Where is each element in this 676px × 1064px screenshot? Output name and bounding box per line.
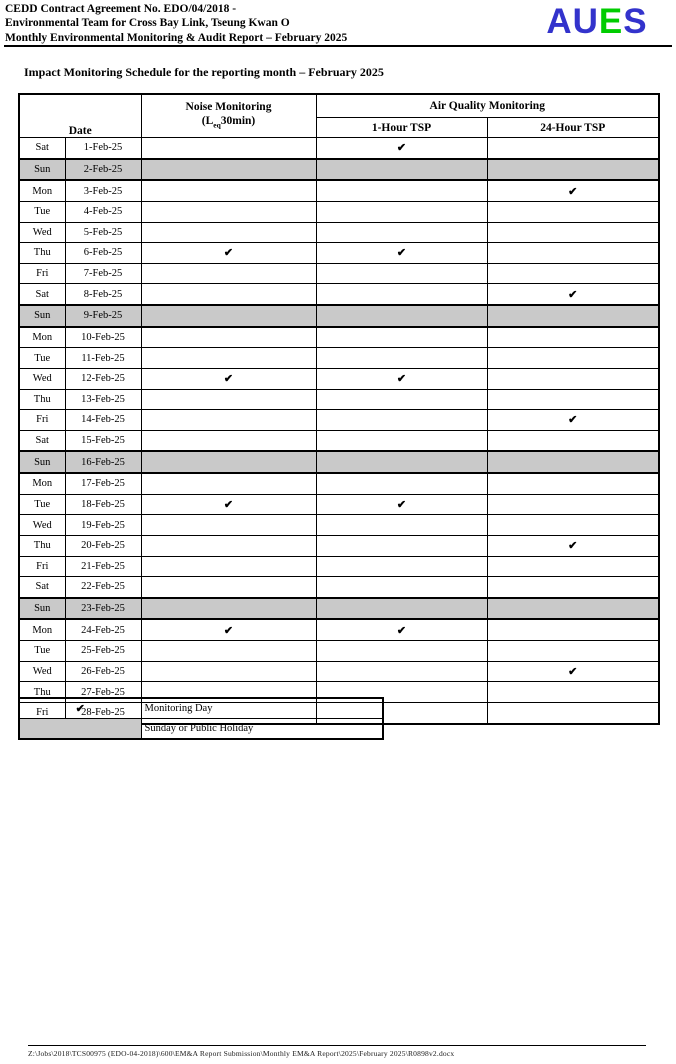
tsp-24h-check-cell: ✔ bbox=[487, 535, 659, 556]
footer-file-path: Z:\Jobs\2018\TCS00975 (EDO-04-2018)\600\EM&A Report Submission\Monthly EM&A Report\2025\February 2025\R0898v2.docx bbox=[28, 1049, 455, 1058]
tsp-1h-check-cell bbox=[316, 451, 487, 473]
logo-letter: S bbox=[623, 2, 648, 41]
table-row bbox=[19, 577, 659, 598]
tsp-1h-check-cell bbox=[316, 222, 487, 243]
tsp-1h-check-cell: ✔ bbox=[316, 619, 487, 640]
noise-check-cell bbox=[141, 515, 316, 536]
tsp-1h-check-cell bbox=[316, 410, 487, 431]
day-cell: Mon bbox=[19, 180, 65, 201]
tsp-24h-check-cell bbox=[487, 138, 659, 159]
table-row bbox=[19, 284, 659, 305]
table-row bbox=[19, 348, 659, 369]
tsp-1h-check-cell: ✔ bbox=[316, 243, 487, 264]
day-cell: Sat bbox=[19, 138, 65, 159]
tsp-1h-check-cell bbox=[316, 159, 487, 181]
day-cell: Sun bbox=[19, 305, 65, 327]
noise-check-cell bbox=[141, 389, 316, 410]
day-cell: Sat bbox=[19, 430, 65, 451]
date-cell: 21-Feb-25 bbox=[65, 556, 141, 577]
noise-check-cell bbox=[141, 159, 316, 181]
tsp-24h-check-cell bbox=[487, 222, 659, 243]
tsp-24h-check-cell bbox=[487, 515, 659, 536]
table-row bbox=[19, 535, 659, 556]
day-cell: Wed bbox=[19, 661, 65, 682]
date-cell: 20-Feb-25 bbox=[65, 535, 141, 556]
legend-holiday-label: Sunday or Public Holiday bbox=[141, 719, 383, 740]
day-cell: Fri bbox=[19, 556, 65, 577]
day-cell: Tue bbox=[19, 494, 65, 515]
tsp-24h-check-cell: ✔ bbox=[487, 284, 659, 305]
day-cell: Sun bbox=[19, 159, 65, 181]
day-cell: Thu bbox=[19, 682, 65, 703]
tsp-24h-check-cell bbox=[487, 159, 659, 181]
date-cell: 4-Feb-25 bbox=[65, 201, 141, 222]
header-divider bbox=[4, 45, 672, 47]
legend-row-holiday bbox=[19, 719, 383, 740]
day-cell: Mon bbox=[19, 619, 65, 640]
tsp-24h-check-cell bbox=[487, 682, 659, 703]
tsp-1h-check-cell bbox=[316, 661, 487, 682]
date-cell: 25-Feb-25 bbox=[65, 641, 141, 662]
day-cell: Sun bbox=[19, 598, 65, 620]
tsp-24h-check-cell bbox=[487, 494, 659, 515]
table-row bbox=[19, 201, 659, 222]
day-cell: Fri bbox=[19, 410, 65, 431]
table-row bbox=[19, 327, 659, 348]
noise-check-cell: ✔ bbox=[141, 619, 316, 640]
noise-check-cell bbox=[141, 348, 316, 369]
table-row bbox=[19, 180, 659, 201]
tsp-1h-check-cell: ✔ bbox=[316, 138, 487, 159]
table-row bbox=[19, 263, 659, 284]
day-cell: Thu bbox=[19, 535, 65, 556]
day-cell: Wed bbox=[19, 515, 65, 536]
noise-check-cell bbox=[141, 473, 316, 494]
date-cell: 2-Feb-25 bbox=[65, 159, 141, 181]
date-cell: 27-Feb-25 bbox=[65, 682, 141, 703]
date-cell: 18-Feb-25 bbox=[65, 494, 141, 515]
date-cell: 16-Feb-25 bbox=[65, 451, 141, 473]
col-header-noise bbox=[141, 94, 316, 138]
tsp-1h-check-cell bbox=[316, 641, 487, 662]
table-row bbox=[19, 410, 659, 431]
day-cell: Sat bbox=[19, 577, 65, 598]
date-cell: 28-Feb-25 bbox=[65, 702, 141, 723]
tsp-24h-check-cell bbox=[487, 368, 659, 389]
tsp-24h-check-cell bbox=[487, 327, 659, 348]
day-cell: Sun bbox=[19, 451, 65, 473]
date-cell: 8-Feb-25 bbox=[65, 284, 141, 305]
tsp-24h-check-cell bbox=[487, 598, 659, 620]
tsp-24h-check-cell bbox=[487, 263, 659, 284]
tsp-1h-check-cell: ✔ bbox=[316, 368, 487, 389]
col-header-air-quality: Air Quality Monitoring bbox=[316, 94, 659, 118]
tsp-24h-check-cell: ✔ bbox=[487, 661, 659, 682]
legend-row-monitoring bbox=[19, 698, 383, 719]
date-cell: 23-Feb-25 bbox=[65, 598, 141, 620]
table-row bbox=[19, 661, 659, 682]
tsp-24h-check-cell bbox=[487, 389, 659, 410]
tsp-24h-check-cell bbox=[487, 201, 659, 222]
date-cell: 17-Feb-25 bbox=[65, 473, 141, 494]
noise-header-line1: Noise Monitoring bbox=[185, 100, 272, 113]
col-header-date: Date bbox=[19, 94, 141, 138]
tsp-24h-check-cell bbox=[487, 619, 659, 640]
tsp-1h-check-cell bbox=[316, 556, 487, 577]
table-row bbox=[19, 222, 659, 243]
date-cell: 26-Feb-25 bbox=[65, 661, 141, 682]
noise-check-cell bbox=[141, 327, 316, 348]
table-row bbox=[19, 305, 659, 327]
date-cell: 5-Feb-25 bbox=[65, 222, 141, 243]
tsp-24h-check-cell bbox=[487, 430, 659, 451]
noise-check-cell bbox=[141, 305, 316, 327]
logo-letter: U bbox=[572, 2, 599, 41]
table-row bbox=[19, 515, 659, 536]
table-row bbox=[19, 641, 659, 662]
tsp-24h-check-cell: ✔ bbox=[487, 410, 659, 431]
legend-check-symbol: ✔ bbox=[19, 698, 141, 719]
tsp-24h-check-cell bbox=[487, 577, 659, 598]
day-cell: Thu bbox=[19, 243, 65, 264]
tsp-24h-check-cell bbox=[487, 702, 659, 723]
noise-check-cell bbox=[141, 138, 316, 159]
day-cell: Fri bbox=[19, 702, 65, 723]
noise-check-cell bbox=[141, 641, 316, 662]
day-cell: Wed bbox=[19, 368, 65, 389]
monitoring-schedule-table bbox=[18, 93, 660, 725]
noise-check-cell bbox=[141, 556, 316, 577]
tsp-24h-check-cell bbox=[487, 451, 659, 473]
legend-holiday-swatch bbox=[19, 719, 141, 740]
table-row bbox=[19, 243, 659, 264]
noise-check-cell bbox=[141, 577, 316, 598]
logo-letter: E bbox=[598, 2, 624, 41]
tsp-24h-check-cell bbox=[487, 348, 659, 369]
date-cell: 11-Feb-25 bbox=[65, 348, 141, 369]
date-cell: 19-Feb-25 bbox=[65, 515, 141, 536]
table-row bbox=[19, 619, 659, 640]
tsp-24h-check-cell bbox=[487, 556, 659, 577]
tsp-1h-check-cell bbox=[316, 284, 487, 305]
noise-check-cell bbox=[141, 180, 316, 201]
tsp-1h-check-cell bbox=[316, 180, 487, 201]
day-cell: Fri bbox=[19, 263, 65, 284]
aues-logo bbox=[536, 1, 658, 43]
tsp-1h-check-cell bbox=[316, 201, 487, 222]
tsp-1h-check-cell bbox=[316, 389, 487, 410]
day-cell: Tue bbox=[19, 348, 65, 369]
date-cell: 9-Feb-25 bbox=[65, 305, 141, 327]
table-row bbox=[19, 451, 659, 473]
noise-check-cell bbox=[141, 451, 316, 473]
legend-monitoring-label: Monitoring Day bbox=[141, 698, 383, 719]
day-cell: Tue bbox=[19, 201, 65, 222]
day-cell: Mon bbox=[19, 327, 65, 348]
noise-check-cell bbox=[141, 598, 316, 620]
day-cell: Wed bbox=[19, 222, 65, 243]
tsp-1h-check-cell bbox=[316, 515, 487, 536]
tsp-1h-check-cell bbox=[316, 263, 487, 284]
table-row bbox=[19, 430, 659, 451]
logo-letter: A bbox=[546, 2, 573, 41]
tsp-24h-check-cell bbox=[487, 473, 659, 494]
tsp-24h-check-cell bbox=[487, 243, 659, 264]
day-cell: Thu bbox=[19, 389, 65, 410]
tsp-1h-check-cell bbox=[316, 473, 487, 494]
page-title: Impact Monitoring Schedule for the reporting month – February 2025 bbox=[24, 65, 384, 79]
tsp-1h-check-cell bbox=[316, 598, 487, 620]
date-cell: 13-Feb-25 bbox=[65, 389, 141, 410]
tsp-24h-check-cell: ✔ bbox=[487, 180, 659, 201]
noise-check-cell bbox=[141, 263, 316, 284]
noise-check-cell: ✔ bbox=[141, 494, 316, 515]
tsp-24h-check-cell bbox=[487, 641, 659, 662]
col-header-1h-tsp: 1-Hour TSP bbox=[316, 118, 487, 138]
noise-check-cell bbox=[141, 430, 316, 451]
table-row bbox=[19, 159, 659, 181]
page-header bbox=[5, 2, 347, 45]
date-cell: 1-Feb-25 bbox=[65, 138, 141, 159]
legend-table bbox=[18, 697, 384, 740]
noise-check-cell bbox=[141, 410, 316, 431]
tsp-1h-check-cell bbox=[316, 327, 487, 348]
table-row bbox=[19, 598, 659, 620]
tsp-1h-check-cell bbox=[316, 577, 487, 598]
noise-check-cell bbox=[141, 222, 316, 243]
table-row bbox=[19, 473, 659, 494]
date-cell: 24-Feb-25 bbox=[65, 619, 141, 640]
date-cell: 22-Feb-25 bbox=[65, 577, 141, 598]
date-cell: 3-Feb-25 bbox=[65, 180, 141, 201]
header-line-3: Monthly Environmental Monitoring & Audit Report – February 2025 bbox=[5, 31, 348, 44]
date-cell: 12-Feb-25 bbox=[65, 368, 141, 389]
noise-check-cell bbox=[141, 284, 316, 305]
noise-check-cell: ✔ bbox=[141, 243, 316, 264]
date-cell: 15-Feb-25 bbox=[65, 430, 141, 451]
date-cell: 7-Feb-25 bbox=[65, 263, 141, 284]
header-line-1: CEDD Contract Agreement No. EDO/04/2018 - bbox=[5, 3, 237, 15]
date-cell: 10-Feb-25 bbox=[65, 327, 141, 348]
date-cell: 6-Feb-25 bbox=[65, 243, 141, 264]
table-row bbox=[19, 389, 659, 410]
date-cell: 14-Feb-25 bbox=[65, 410, 141, 431]
noise-check-cell bbox=[141, 661, 316, 682]
tsp-24h-check-cell bbox=[487, 305, 659, 327]
tsp-1h-check-cell bbox=[316, 430, 487, 451]
day-cell: Sat bbox=[19, 284, 65, 305]
noise-check-cell bbox=[141, 535, 316, 556]
header-line-2: Environmental Team for Cross Bay Link, Tseung Kwan O bbox=[5, 17, 290, 30]
tsp-1h-check-cell bbox=[316, 305, 487, 327]
col-header-24h-tsp: 24-Hour TSP bbox=[487, 118, 659, 138]
table-row bbox=[19, 556, 659, 577]
table-row bbox=[19, 368, 659, 389]
tsp-1h-check-cell bbox=[316, 348, 487, 369]
table-row bbox=[19, 138, 659, 159]
noise-check-cell: ✔ bbox=[141, 368, 316, 389]
noise-header-line2: $(L_{eq}30\min)$ bbox=[201, 114, 256, 130]
footer-divider bbox=[28, 1045, 646, 1046]
table-row bbox=[19, 494, 659, 515]
day-cell: Tue bbox=[19, 641, 65, 662]
tsp-1h-check-cell bbox=[316, 535, 487, 556]
noise-check-cell bbox=[141, 201, 316, 222]
day-cell: Mon bbox=[19, 473, 65, 494]
tsp-1h-check-cell: ✔ bbox=[316, 494, 487, 515]
